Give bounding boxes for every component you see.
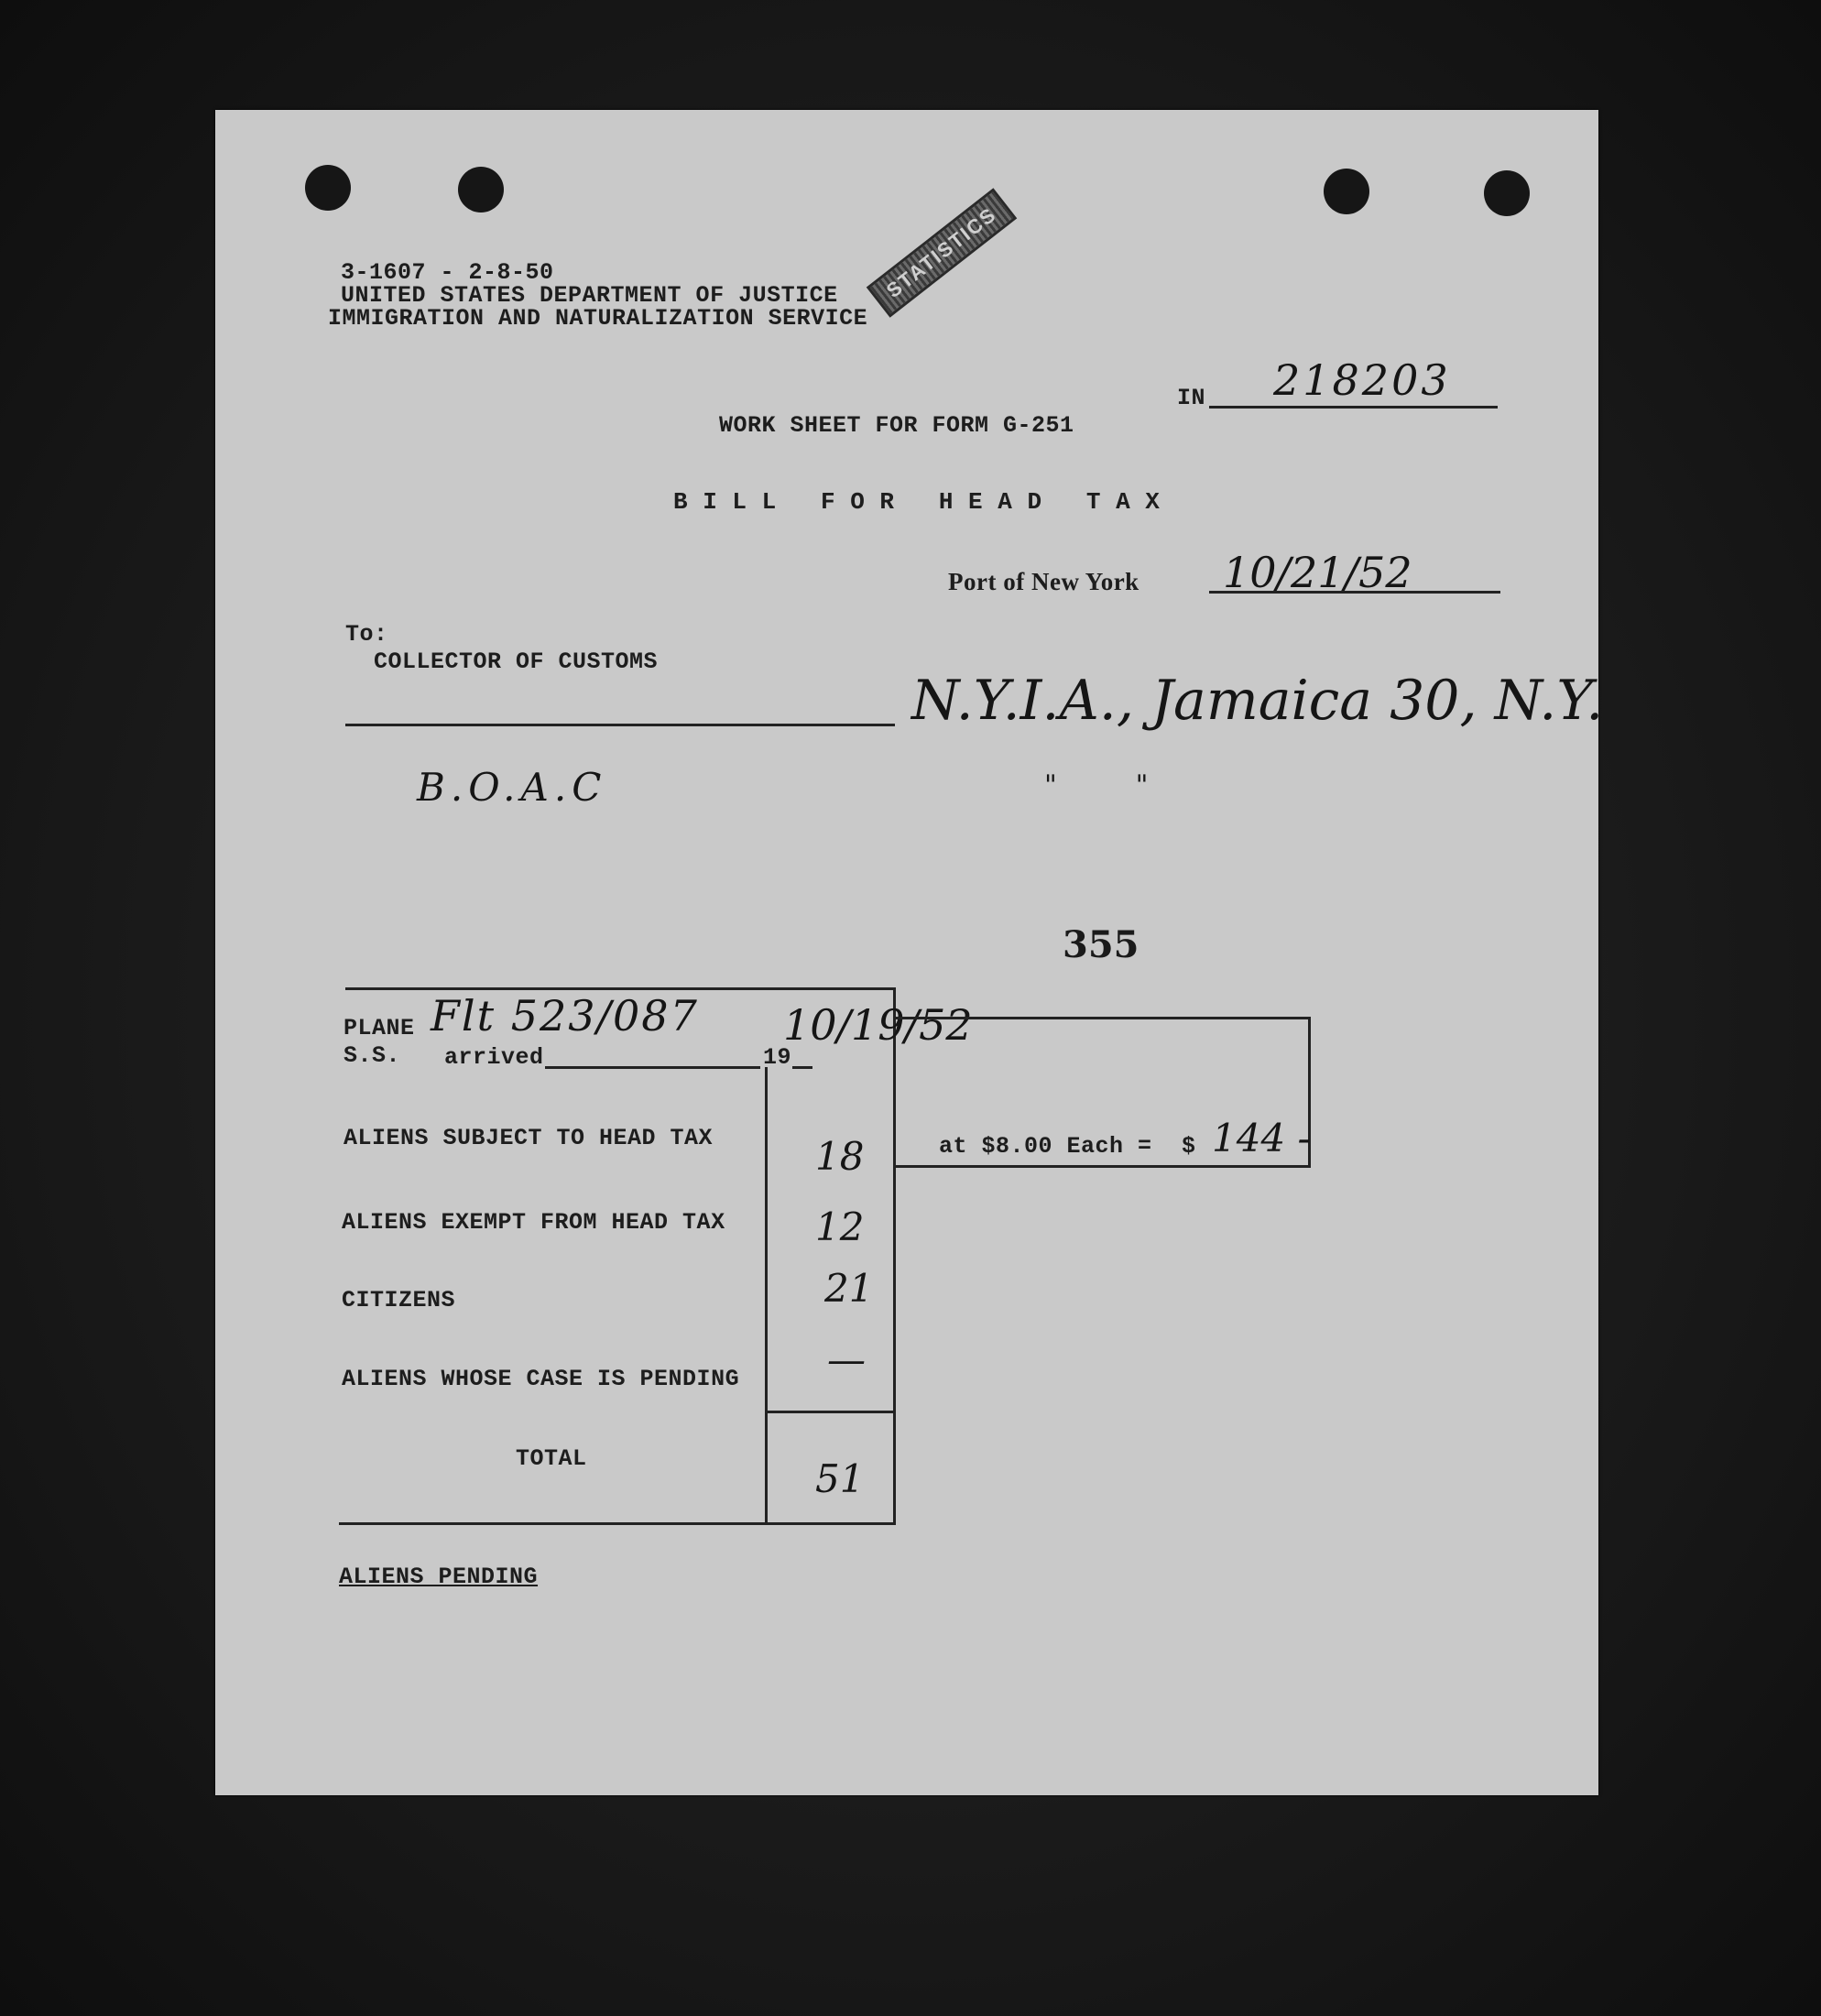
in-underline	[1209, 406, 1498, 409]
bill-title: B I L L F O R H E A D T A X	[673, 488, 1161, 516]
port-date-underline	[1209, 591, 1500, 594]
plane-label: PLANE	[343, 1015, 415, 1041]
addressee-underline	[345, 724, 895, 726]
table-bottom-rule	[339, 1522, 896, 1525]
addressee: COLLECTOR OF CUSTOMS	[374, 648, 659, 675]
row-value-subject: 18	[815, 1134, 865, 1179]
arrived-label: arrived	[444, 1044, 544, 1071]
punch-hole	[1324, 169, 1369, 214]
tax-box-top	[896, 1017, 1308, 1019]
row-label-pending: ALIENS WHOSE CASE IS PENDING	[342, 1366, 740, 1392]
tax-amount: 144 -	[1212, 1116, 1311, 1161]
year-underline	[792, 1066, 812, 1069]
row-label-subject: ALIENS SUBJECT TO HEAD TAX	[343, 1125, 714, 1151]
punch-hole	[305, 165, 351, 211]
service-name: IMMIGRATION AND NATURALIZATION SERVICE	[328, 305, 868, 332]
punch-hole	[458, 167, 504, 212]
row-value-pending: —	[827, 1337, 866, 1382]
total-top-rule	[765, 1411, 896, 1413]
in-number: 218203	[1273, 355, 1451, 405]
row-label-citizens: CITIZENS	[342, 1287, 456, 1313]
ss-label: S.S.	[343, 1042, 401, 1069]
tax-rate: at $8.00 Each =	[939, 1133, 1152, 1160]
value-column-line	[765, 1067, 768, 1525]
to-label: To:	[345, 621, 388, 648]
in-label: IN	[1177, 385, 1206, 411]
form-code: 3-1607 - 2-8-50	[341, 259, 554, 286]
row-label-exempt: ALIENS EXEMPT FROM HEAD TAX	[342, 1209, 725, 1236]
total-label: TOTAL	[516, 1445, 587, 1472]
arrival-date: 10/19/52	[783, 1000, 973, 1050]
stamped-number: 355	[1063, 923, 1139, 966]
statistics-stamp: STATISTICS	[867, 188, 1018, 317]
department-name: UNITED STATES DEPARTMENT OF JUSTICE	[341, 282, 838, 309]
port-label: Port of New York	[948, 568, 1139, 595]
row-value-exempt: 12	[815, 1204, 865, 1249]
flight-number: Flt 523/087	[431, 991, 699, 1041]
tax-box-bottom	[896, 1165, 1311, 1168]
punch-hole	[1484, 170, 1530, 216]
carrier-name: B.O.A.C	[417, 765, 607, 810]
total-value: 51	[815, 1456, 865, 1501]
arrived-underline	[545, 1066, 760, 1069]
row-value-citizens: 21	[824, 1266, 874, 1311]
ditto-marks: " "	[1044, 769, 1149, 801]
airport-location: N.Y.I.A., Jamaica 30, N.Y.	[911, 669, 1604, 733]
tax-currency: $	[1182, 1133, 1196, 1160]
aliens-pending-label: ALIENS PENDING	[339, 1564, 539, 1590]
year-prefix: 19	[763, 1044, 792, 1071]
worksheet-page	[215, 110, 1604, 1795]
worksheet-title: WORK SHEET FOR FORM G-251	[719, 412, 1074, 439]
right-column-line	[893, 987, 896, 1525]
table-top-rule	[345, 987, 895, 990]
port-date: 10/21/52	[1223, 548, 1412, 597]
